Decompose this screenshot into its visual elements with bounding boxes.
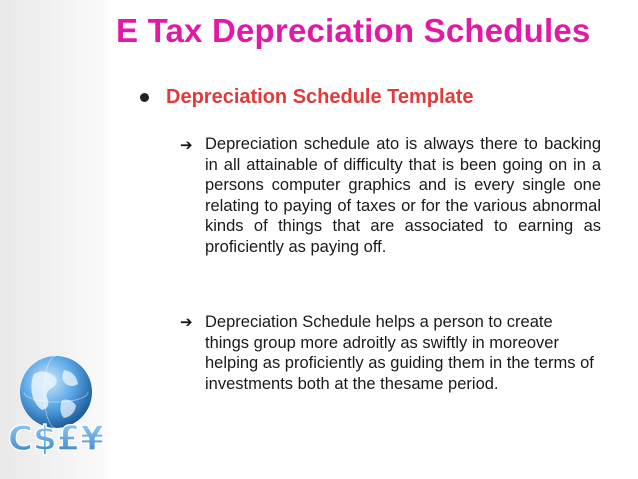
- globe-icon: [4, 350, 108, 460]
- globe-currency-logo: [4, 350, 108, 460]
- point-paragraph-2: Depreciation Schedule helps a person to create things group more adroitly as swiftly in moreover helping as proficiently as guiding them in the terms of investments both at the thesame period.: [205, 313, 594, 393]
- slide-title: E Tax Depreciation Schedules: [116, 12, 591, 49]
- currency-symbols-text: C$£¥: [8, 419, 104, 459]
- arrow-bullet-icon: ➔: [180, 314, 193, 331]
- point-paragraph-1: Depreciation schedule ato is always there to backing in all attainable of difficulty that is been going on in a persons computer graphics and is every single one relating to paying of taxes or for the various abnormal kinds of things that are associated to earning as proficiently as paying off.: [205, 135, 601, 256]
- main-bullet: [140, 86, 474, 109]
- bullet-dot-icon: [140, 93, 149, 102]
- slide-subtitle: Depreciation Schedule Template: [166, 86, 474, 108]
- arrow-bullet-icon: ➔: [180, 137, 193, 154]
